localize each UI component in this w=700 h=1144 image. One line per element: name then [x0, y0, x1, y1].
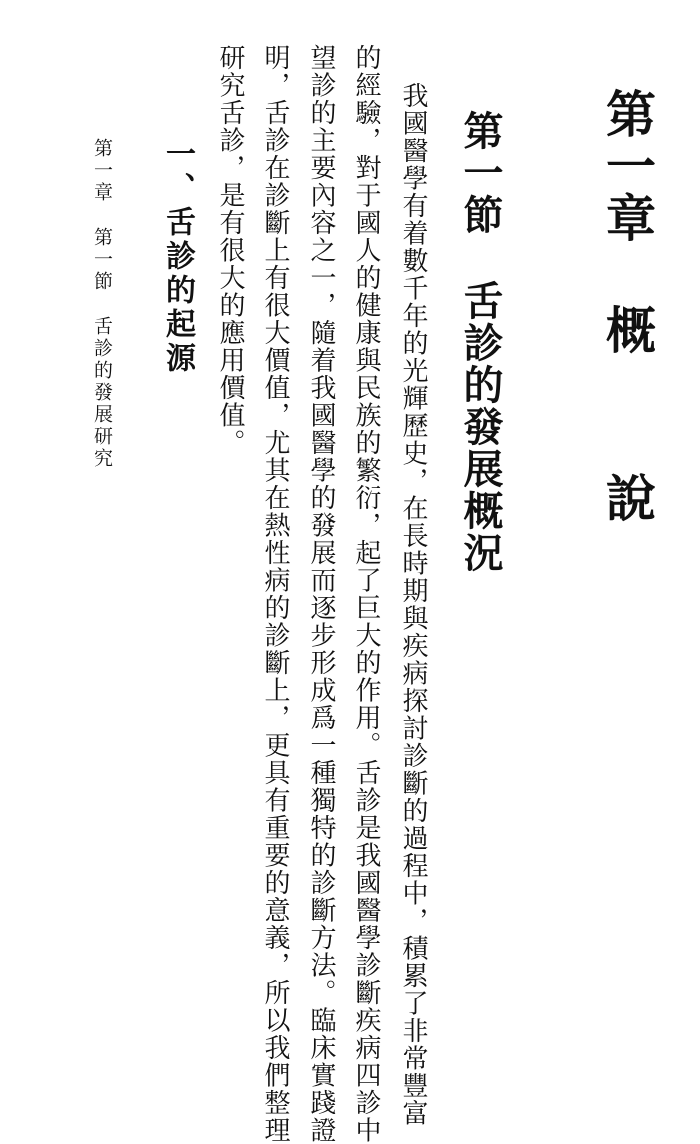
section-number: 第一節: [457, 110, 504, 236]
body-line-5: 研究舌診，是有很大的應用價值。: [215, 44, 245, 457]
running-head-chapter: 第一章: [91, 138, 113, 204]
running-head-title: 舌診的發展研究: [91, 315, 113, 470]
section-title: [457, 110, 504, 574]
chapter-number: 第一章: [598, 88, 657, 244]
body-line-1: 我國醫學有着數千年的光輝歷史，在長時期與疾病探討診斷的過程中，積累了非常豐富: [398, 82, 428, 1127]
subsection-heading: 一、舌診的起源: [160, 138, 195, 376]
running-head: [92, 138, 111, 470]
running-head-section: 第一節: [91, 226, 113, 293]
body-line-4: 明，舌診在診斷上有很大價值，尤其在熱性病的診斷上，更具有重要的意義，所以我們整理: [260, 44, 290, 1144]
body-line-3: 望診的主要內容之一，隨着我國醫學的發展而逐步形成爲一種獨特的診斷方法。臨床實踐證: [306, 44, 336, 1144]
chapter-title-text: 概說: [598, 304, 657, 640]
body-line-2: 的經驗，對于國人的健康與民族的繁衍，起了巨大的作用。舌診是我國醫學診斷疾病四診中: [351, 44, 381, 1144]
section-title-text: 舌診的發展概況: [457, 280, 504, 574]
chapter-title: [598, 88, 657, 640]
